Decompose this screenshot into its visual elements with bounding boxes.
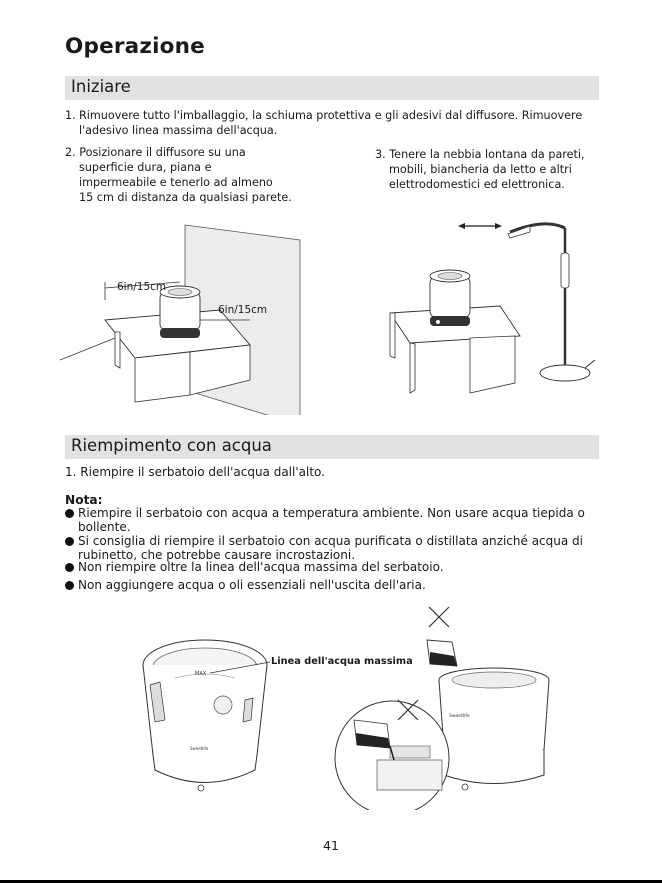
step-number: 3. [375, 148, 386, 161]
section-header-fill [65, 435, 599, 459]
lamp-distance-illustration [380, 218, 610, 398]
note-bullet [65, 535, 605, 562]
step-number: 1. [65, 465, 77, 479]
diffuser-icon [439, 668, 549, 790]
step-text-line: 15 cm di distanza da qualsiasi parete. [79, 191, 292, 204]
step-text-line: mobili, biancheria da letto e altri [389, 163, 572, 176]
distance-label-top: 6in/15cm [117, 281, 167, 293]
cross-icon [429, 607, 449, 627]
note-bullet [65, 579, 605, 593]
distance-label-side: 6in/15cm [218, 304, 268, 316]
water-tank-icon [143, 640, 267, 791]
step-number: 2. [65, 146, 76, 159]
note-text: Non aggiungere acqua o oli essenziali nell'uscita dell'aria. [78, 578, 426, 592]
section-title: Iniziare [71, 77, 131, 96]
section-header-start [65, 76, 599, 100]
diffuser-icon [160, 286, 200, 338]
section-title: Riempimento con acqua [71, 436, 272, 455]
note-bullet [65, 507, 605, 534]
bullet-icon [65, 581, 74, 590]
note-text: Riempire il serbatoio con acqua a temperatura ambiente. Non usare acqua tiepida o bollente. [78, 506, 585, 534]
note-text: Si consiglia di riempire il serbatoio con acqua purificata o distillata anziché acqua di rubinetto, che potrebbe causare incrostazioni. [78, 534, 583, 562]
floor-lamp-icon [508, 224, 595, 381]
step-3 [375, 147, 615, 192]
placement-illustration [60, 220, 320, 415]
note-text: Non riempire oltre la linea dell'acqua massima del serbatoio. [78, 560, 444, 574]
note-label: Nota: [65, 493, 103, 507]
brand-logo: Sweetlife [449, 714, 470, 719]
diffuser-icon [430, 270, 470, 326]
max-line-label: Linea dell'acqua massima [271, 656, 413, 667]
step-text: Rimuovere tutto l'imballaggio, la schiuma protettiva e gli adesivi dal diffusore. Rimuovere l'adesivo linea massima dell'acqua. [79, 109, 583, 137]
double-arrow-icon [458, 223, 502, 229]
pouring-cup-icon [427, 640, 457, 666]
brand-logo: Sweetlife [190, 746, 209, 751]
step-1 [65, 108, 605, 138]
step-text-line: elettrodomestici ed elettronica. [389, 178, 565, 191]
step-number: 1. [65, 109, 76, 122]
page-title: Operazione [65, 34, 205, 59]
step-text-line: superficie dura, piana e [79, 161, 212, 174]
no-pour-illustration [332, 600, 562, 810]
bullet-icon [65, 509, 74, 518]
step-text-line: Posizionare il diffusore su una [79, 146, 246, 159]
bullet-icon [65, 563, 74, 572]
fill-step-1 [65, 465, 325, 479]
max-mark: MAX [195, 671, 207, 677]
step-2 [65, 145, 325, 205]
bullet-icon [65, 537, 74, 546]
note-bullet [65, 561, 605, 575]
step-text-line: Tenere la nebbia lontana da pareti, [389, 148, 585, 161]
page-number: 41 [323, 838, 339, 853]
tank-max-line-illustration [135, 630, 285, 805]
step-text-line: impermeabile e tenerlo ad almeno [79, 176, 273, 189]
step-text: Riempire il serbatoio dell'acqua dall'alto. [80, 465, 325, 479]
zoom-detail-circle [335, 701, 449, 810]
